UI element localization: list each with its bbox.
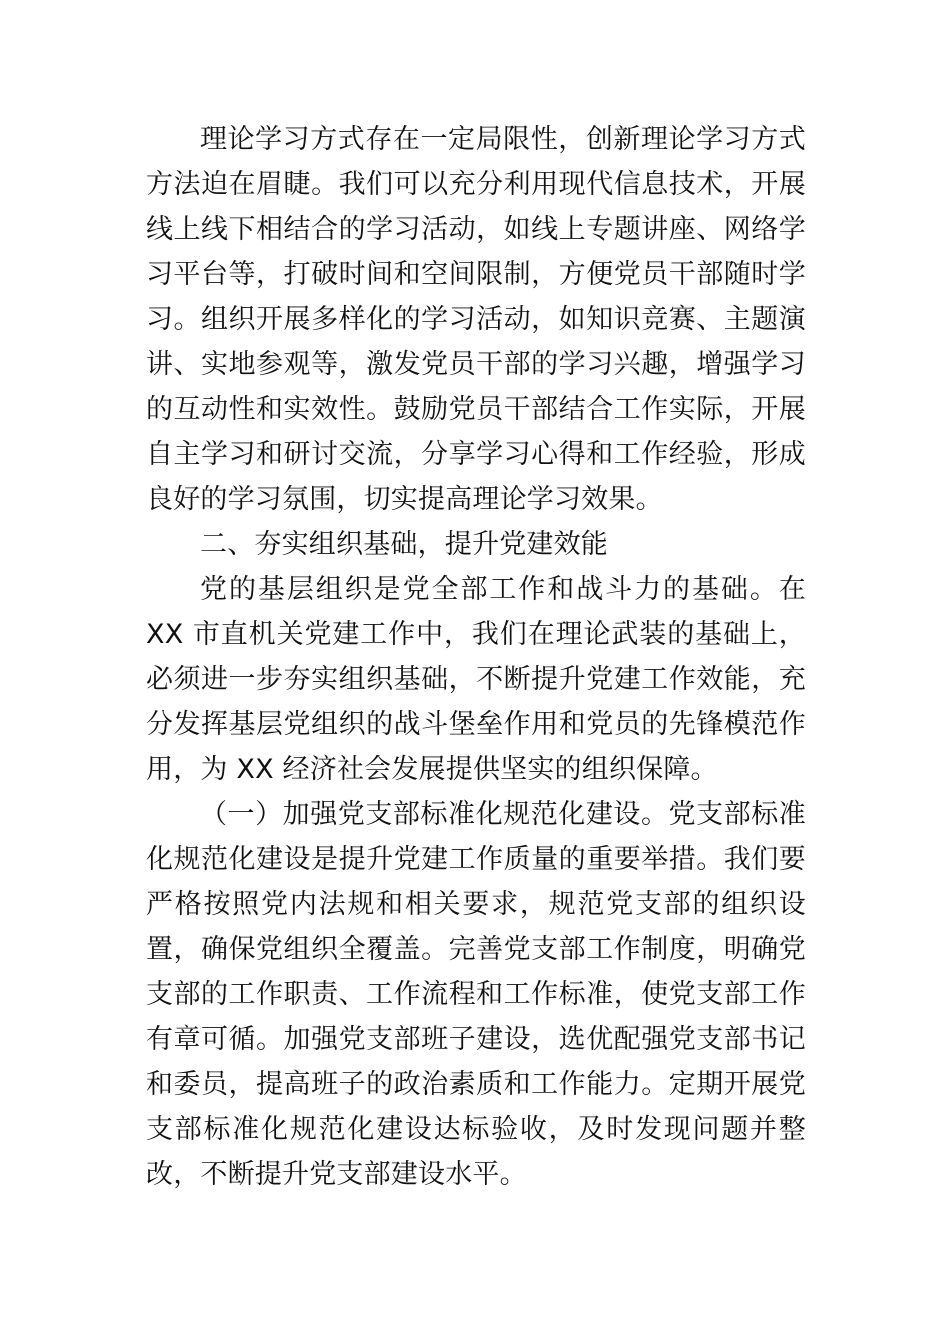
section-heading-organization-foundation: 二、夯实组织基础，提升党建效能 <box>200 529 608 560</box>
paragraph-branch-standardization: （一）加强党支部标准化规范化建设。党支部标准化规范化建设是提升党建工作质量的重要举措。我们要严格按照党内法规和相关要求，规范党支部的组织设置，确保党组织全覆盖。完善党支部工作制度，明确党支部的工作职责、工作流程和工作标准，使党支部工作有章可循。加强党支部班子建设，选优配强党支部书记和委员，提高班子的政治素质和工作能力。定期开展党支部标准化规范化建设达标验收，及时发现问题并整改，不断提升党支部建设水平。 <box>146 799 806 1190</box>
paragraph-grassroots-organization: 党的基层组织是党全部工作和战斗力的基础。在 XX 市直机关党建工作中，我们在理论武装的基础上，必须进一步夯实组织基础，不断提升党建工作效能，充分发挥基层党组织的战斗堡垒作用和党员的先锋模范作用，为 XX 经济社会发展提供坚实的组织保障。 <box>146 574 806 785</box>
paragraph-theory-study-methods: 理论学习方式存在一定局限性，创新理论学习方式方法迫在眉睫。我们可以充分利用现代信息技术，开展线上线下相结合的学习活动，如线上专题讲座、网络学习平台等，打破时间和空间限制，方便党员干部随时学习。组织开展多样化的学习活动，如知识竞赛、主题演讲、实地参观等，激发党员干部的学习兴趣，增强学习的互动性和实效性。鼓励党员干部结合工作实际，开展自主学习和研讨交流，分享学习心得和工作经验，形成良好的学习氛围，切实提高理论学习效果。 <box>146 124 806 515</box>
document-body <box>146 117 806 1197</box>
